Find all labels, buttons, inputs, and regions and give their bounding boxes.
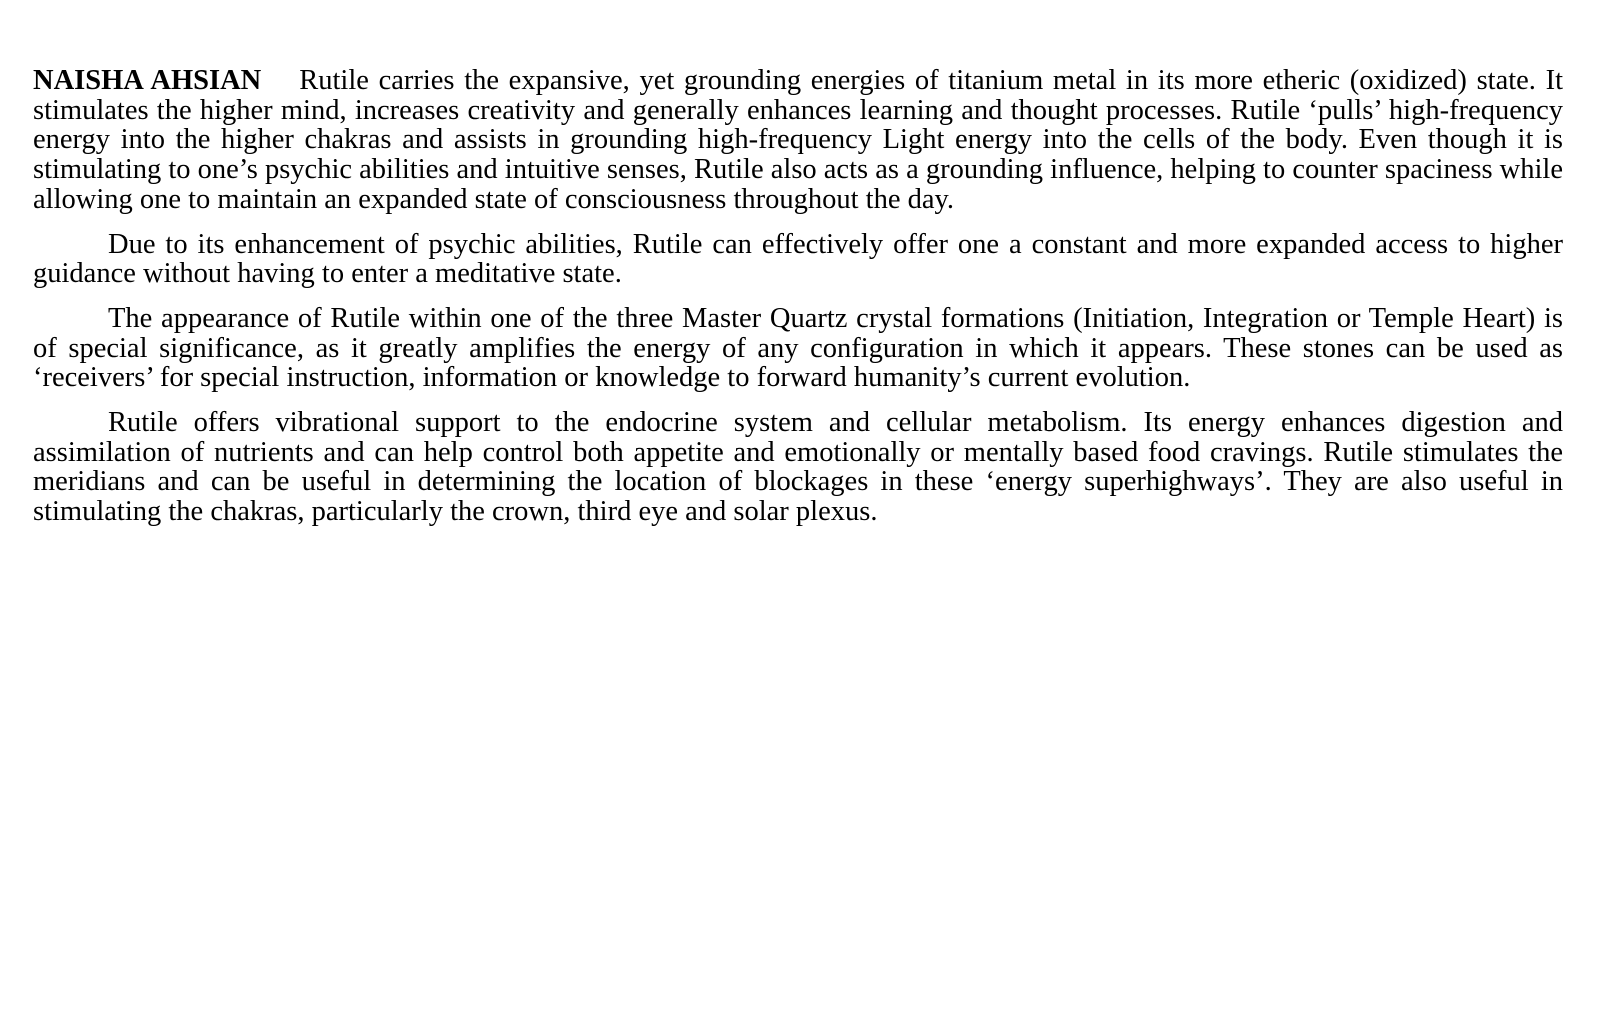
paragraph-guidance	[33, 230, 1563, 289]
paragraph-master-quartz	[33, 304, 1563, 393]
paragraph-intro	[33, 66, 1563, 215]
paragraph-physical-support	[33, 408, 1563, 527]
paragraph-physical-support-text: Rutile offers vibrational support to the endocrine system and cellular metabolism. Its energy enhances digestion and assimilation of nutrients and can help control both appetite and emotionally or mentally based food cravings. Rutile stimulates the meridians and can be useful in determining the location of blockages in these ‘energy superhighways’. They are also useful in stimulating the chakras, particularly the crown, third eye and solar plexus.	[33, 407, 1563, 528]
author-heading: NAISHA AHSIAN	[33, 65, 262, 96]
paragraph-intro-text: Rutile carries the expansive, yet grounding energies of titanium metal in its more etheric (oxidized) state. It stimulates the higher mind, increases creativity and generally enhances learning and thought processes. Rutile ‘pulls’ high-frequency energy into the higher chakras and assists in grounding high-frequency Light energy into the cells of the body. Even though it is stimulating to one’s psychic abilities and intuitive senses, Rutile also acts as a grounding influence, helping to counter spaciness while allowing one to maintain an expanded state of consciousness throughout the day.	[33, 65, 1563, 215]
paragraph-guidance-text: Due to its enhancement of psychic abilities, Rutile can effectively offer one a constant and more expanded access to higher guidance without having to enter a meditative state.	[33, 228, 1563, 290]
paragraph-master-quartz-text: The appearance of Rutile within one of the three Master Quartz crystal formations (Initiation, Integration or Temple Heart) is of special significance, as it greatly amplifies the energy of any configuration in which it appears. These stones can be used as ‘receivers’ for special instruction, information or knowledge to forward humanity’s current evolution.	[33, 302, 1563, 394]
